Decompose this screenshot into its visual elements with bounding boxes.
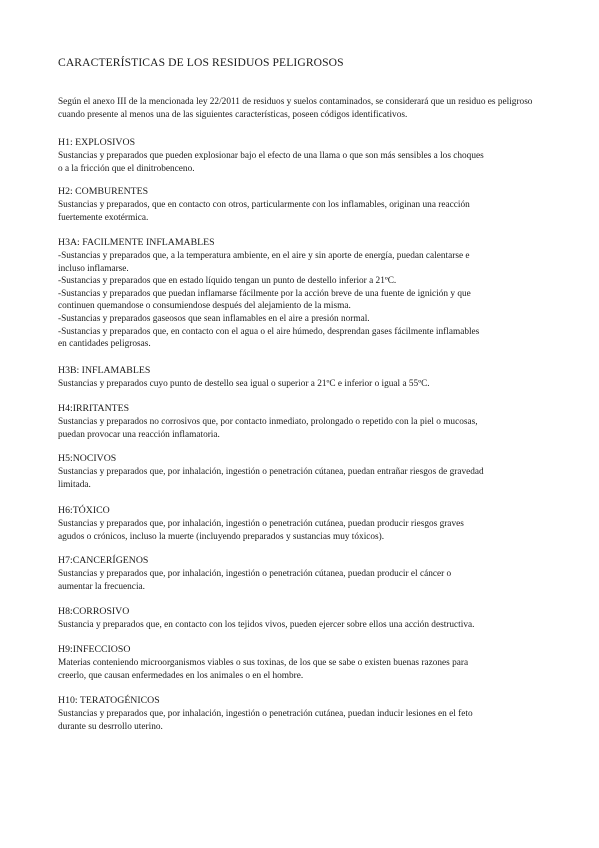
section-line: aumentar la frecuencia. <box>58 581 145 592</box>
section-line: Sustancias y preparados que, por inhalación, ingestión o penetración cútanea, puedan producir el cáncer o <box>58 569 452 579</box>
section-h2-comburentes <box>58 185 548 224</box>
section-line: continuen quemandose o consumiendose después del alejamiento de la misma. <box>58 301 351 312</box>
section-line: Sustancias y preparados que, por inhalación, ingestión o penetración cutánea, puedan inducir lesiones en el feto <box>58 709 473 719</box>
section-line: Sustancias y preparados que, por inhalación, ingestión o penetración cutánea, puedan producir riesgos graves <box>58 519 464 529</box>
section-heading: H3B: INFLAMABLES <box>58 365 151 376</box>
document-title: CARACTERÍSTICAS DE LOS RESIDUOS PELIGROSOS <box>58 56 344 69</box>
section-h3b-inflamables <box>58 364 548 391</box>
section-h4-irritantes <box>58 402 548 441</box>
section-h8-corrosivo <box>58 605 548 632</box>
section-heading: H10: TERATOGÉNICOS <box>58 695 160 706</box>
section-line: en cantidades peligrosas. <box>58 339 151 350</box>
section-line: incluso inflamarse. <box>58 263 129 274</box>
section-line: -Sustancias y preparados que en estado líquido tengan un punto de destello inferior a 21ºC. <box>58 276 397 287</box>
section-line: durante su desrrollo uterino. <box>58 721 163 732</box>
section-line: fuertemente exotérmica. <box>58 212 149 223</box>
section-line: o a la fricción que el dinitrobenceno. <box>58 163 195 174</box>
section-line: Sustancias y preparados cuyo punto de destello sea igual o superior a 21ºC e inferior o igual a 55ºC. <box>58 379 430 389</box>
section-heading: H5:NOCIVOS <box>58 453 117 464</box>
section-heading: H4:IRRITANTES <box>58 403 130 414</box>
section-line: -Sustancias y preparados gaseosos que sean inflamables en el aire a presión normal. <box>58 313 370 324</box>
section-heading: H7:CANCERÍGENOS <box>58 555 149 566</box>
section-line: agudos o crónicos, incluso la muerte (incluyendo preparados y sustancias muy tóxicos). <box>58 531 385 542</box>
section-line: Materias conteniendo microorganismos viables o sus toxinas, de los que se sabe o existen buenas razones para <box>58 658 469 668</box>
section-h1-explosivos <box>58 136 548 175</box>
section-line: Sustancias y preparados, que en contacto con otros, particularmente con los inflamables, originan una reacción <box>58 200 470 210</box>
section-line: creerlo, que causan enfermedades en los animales o en el hombre. <box>58 670 304 681</box>
section-heading: H3A: FACILMENTE INFLAMABLES <box>58 237 215 248</box>
section-heading: H9:INFECCIOSO <box>58 644 131 655</box>
section-h9-infeccioso <box>58 643 548 682</box>
section-h6-toxico <box>58 504 548 543</box>
section-h10-teratogenicos <box>58 694 548 733</box>
section-line: Sustancias y preparados que pueden explosionar bajo el efecto de una llama o que son más sensibles a los choques <box>58 151 484 161</box>
intro-line: Según el anexo III de la mencionada ley 22/2011 de residuos y suelos contaminados, se considerará que un <box>58 97 456 107</box>
section-line: limitada. <box>58 479 91 490</box>
section-line: Sustancias y preparados no corrosivos que, por contacto inmediato, prolongado o repetido con la piel o mucosas, <box>58 417 478 427</box>
section-line: puedan provocar una reacción inflamatoria. <box>58 429 220 440</box>
section-heading: H2: COMBURENTES <box>58 186 149 197</box>
section-line: -Sustancias y preparados que, en contacto con el agua o el aire húmedo, desprendan gases fácilmente inflamables <box>58 326 480 337</box>
intro-paragraph <box>58 96 548 122</box>
section-h3a-facilmente-inflamables <box>58 236 548 351</box>
intro-line: residuo es peligroso cuando presente al menos una de las siguientes características, poseen códigos identificativos. <box>58 97 533 120</box>
section-line: -Sustancias y preparados que puedan inflamarse fácilmente por la acción breve de una fuente de ignición y que <box>58 288 471 299</box>
section-h5-nocivos <box>58 452 548 491</box>
section-heading: H6:TÓXICO <box>58 505 110 516</box>
section-heading: H8:CORROSIVO <box>58 606 130 617</box>
section-line: Sustancia y preparados que, en contacto con los tejidos vivos, pueden ejercer sobre ellos una acción destructiva. <box>58 620 475 630</box>
section-line: -Sustancias y preparados que, a la temperatura ambiente, en el aire y sin aporte de energía, puedan calentarse e <box>58 251 470 261</box>
section-h7-cancerigenos <box>58 554 548 593</box>
section-heading: H1: EXPLOSIVOS <box>58 137 136 148</box>
section-line: Sustancias y preparados que, por inhalación, ingestión o penetración cútanea, puedan entrañar riesgos de gravedad <box>58 467 484 477</box>
